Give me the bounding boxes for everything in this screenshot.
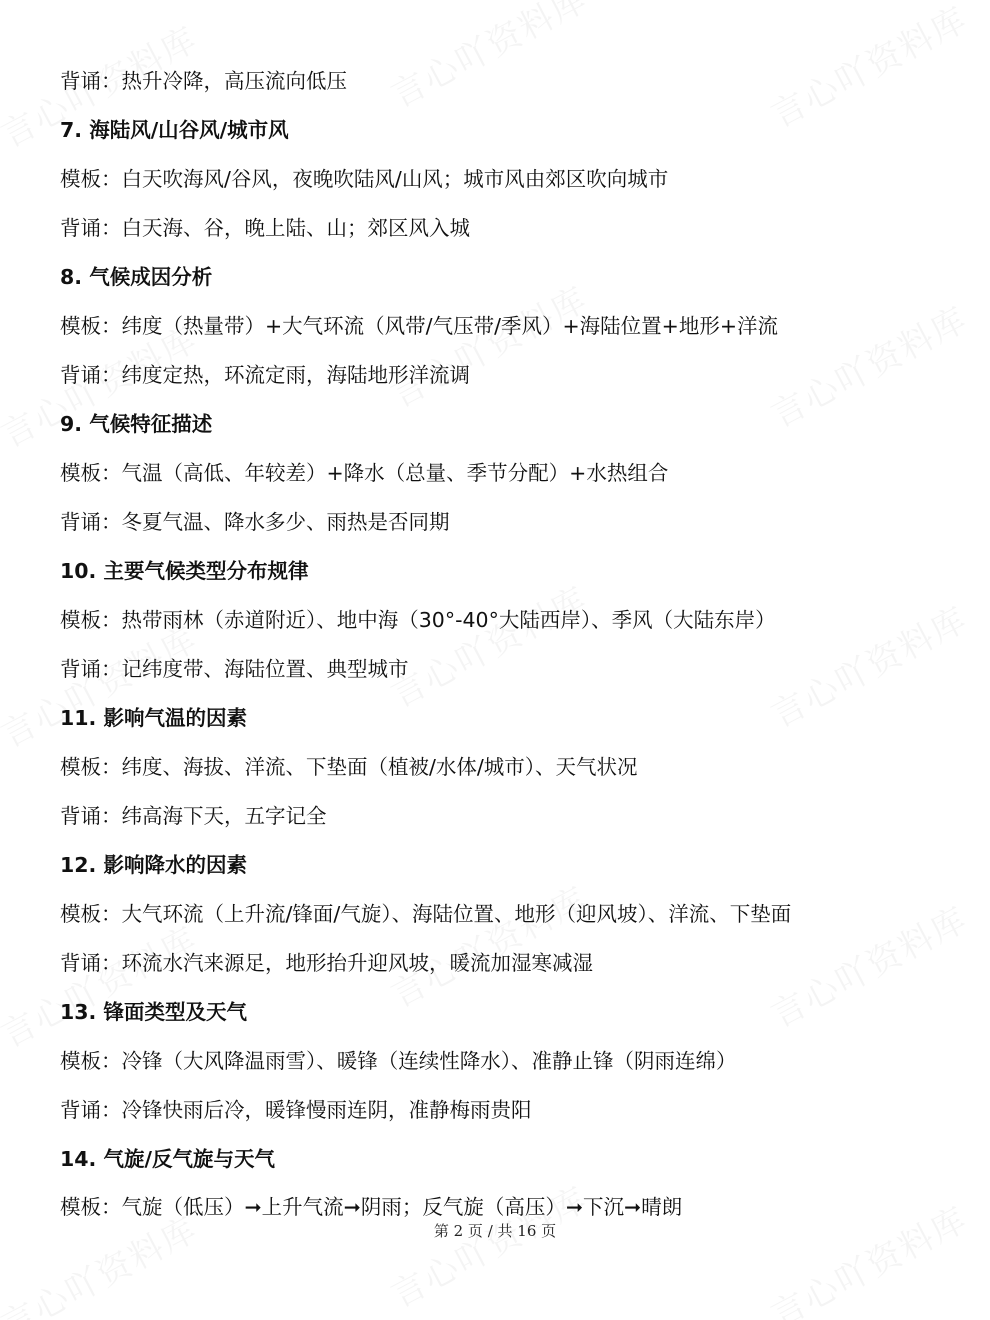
watermark: [381, 0, 595, 117]
page-number-footer: 第 2 页 / 共 16 页: [433, 1222, 557, 1240]
recite-line: 背诵：纬高海下天，五字记全: [60, 804, 327, 828]
watermark: [381, 272, 595, 417]
section-heading: 7. 海陆风/山谷风/城市风: [60, 118, 289, 142]
section-heading: 10. 主要气候类型分布规律: [60, 559, 309, 583]
watermark: [0, 912, 205, 1057]
template-line: 模板：纬度（热量带）+大气环流（风带/气压带/季风）+海陆位置+地形+洋流: [60, 314, 779, 338]
section-heading: 11. 影响气温的因素: [60, 706, 247, 730]
template-line: 模板：大气环流（上升流/锋面/气旋）、海陆位置、地形（迎风坡）、洋流、下垫面: [60, 902, 792, 926]
template-line: 模板：冷锋（大风降温雨雪）、暖锋（连续性降水）、准静止锋（阴雨连绵）: [60, 1049, 737, 1073]
section-heading: 9. 气候特征描述: [60, 412, 213, 436]
section-heading: 13. 锋面类型及天气: [60, 1000, 247, 1024]
section-heading: 8. 气候成因分析: [60, 265, 213, 289]
watermark: [381, 572, 595, 717]
template-line: 模板：热带雨林（赤道附近）、地中海（30°-40°大陆西岸）、季风（大陆东岸）: [60, 608, 776, 632]
recite-line: 背诵：记纬度带、海陆位置、典型城市: [60, 657, 409, 681]
section-heading: 14. 气旋/反气旋与天气: [60, 1147, 275, 1171]
recite-line: 背诵：冷锋快雨后冷，暖锋慢雨连阴，准静梅雨贵阳: [60, 1098, 532, 1122]
watermark: [381, 872, 595, 1017]
template-line: 模板：白天吹海风/谷风，夜晚吹陆风/山风；城市风由郊区吹向城市: [60, 167, 669, 191]
template-line: 模板：气温（高低、年较差）+降水（总量、季节分配）+水热组合: [60, 461, 669, 485]
recite-line: 背诵：纬度定热，环流定雨，海陆地形洋流调: [60, 363, 470, 387]
recite-line: 背诵：冬夏气温、降水多少、雨热是否同期: [60, 510, 450, 534]
template-line: 模板：气旋（低压）➞上升气流➞阴雨；反气旋（高压）➞下沉➞晴朗: [60, 1195, 683, 1219]
recite-line: 背诵：环流水汽来源足，地形抬升迎风坡，暖流加湿寒减湿: [60, 951, 593, 975]
template-line: 模板：纬度、海拔、洋流、下垫面（植被/水体/城市）、天气状况: [60, 755, 638, 779]
section-heading: 12. 影响降水的因素: [60, 853, 247, 877]
recite-line: 背诵：白天海、谷，晚上陆、山；郊区风入城: [60, 216, 470, 240]
recite-line: 背诵：热升冷降，高压流向低压: [60, 69, 347, 93]
